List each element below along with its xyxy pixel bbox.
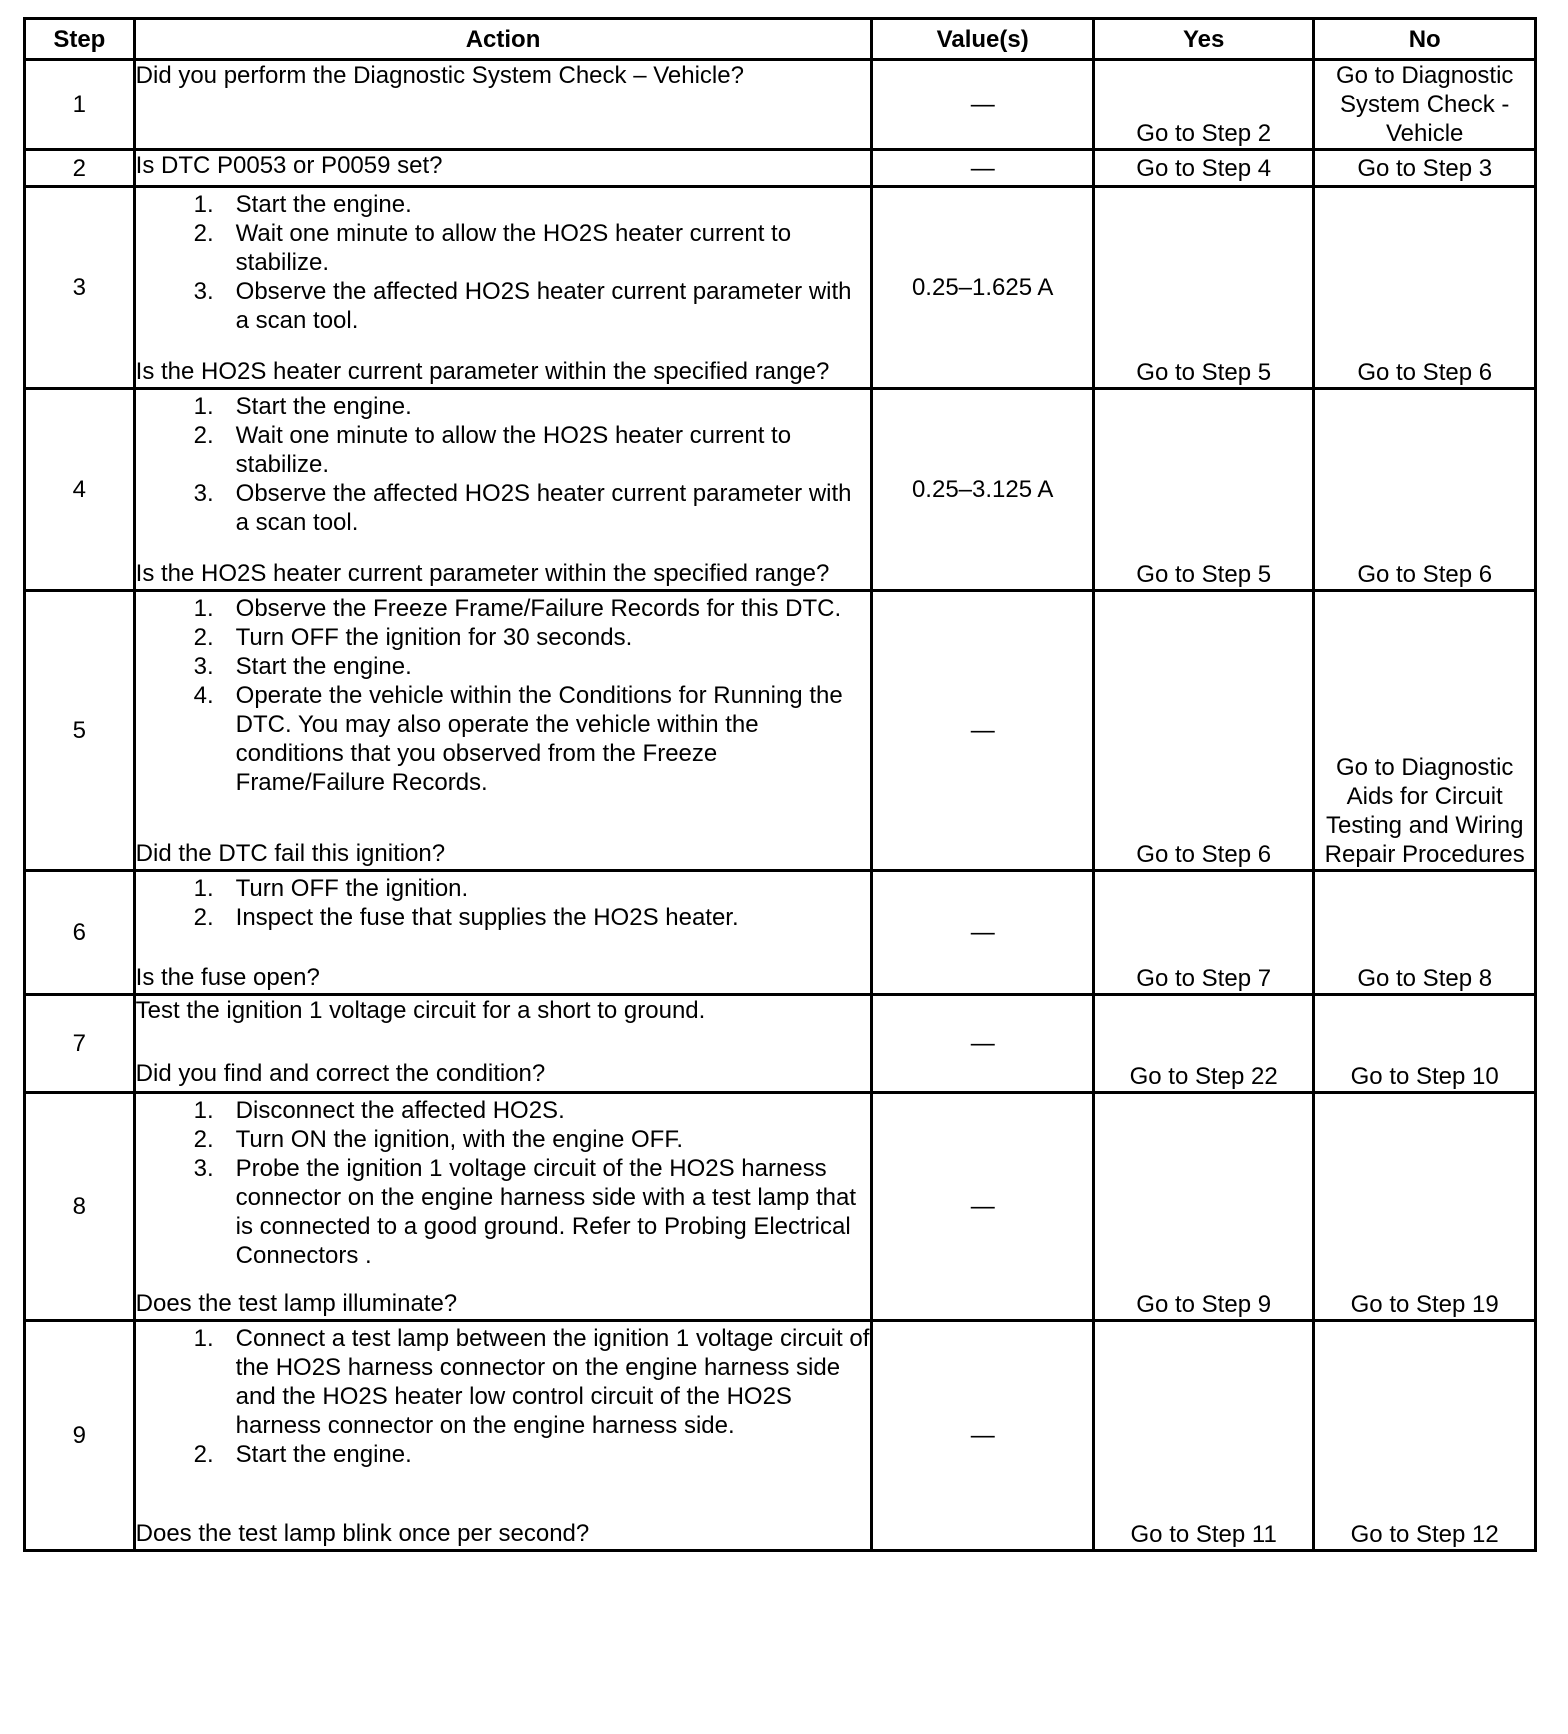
yes-cell: Go to Step 22 [1093, 995, 1313, 1093]
step-item-text: Turn OFF the ignition for 30 seconds. [235, 624, 633, 651]
step-item-number: 3. [193, 480, 214, 507]
step-item-text: Observe the affected HO2S heater current parameter with a scan tool. [235, 278, 852, 334]
step-item-text: Wait one minute to allow the HO2S heater current to stabilize. [235, 220, 792, 276]
diagnostic-table-sheet [23, 17, 1537, 1552]
step-number-cell: 5 [25, 591, 135, 871]
action-question: Is the HO2S heater current parameter within the specified range? [135, 560, 830, 587]
no-cell: Go to Step 10 [1314, 995, 1536, 1093]
action-question: Did the DTC fail this ignition? [135, 840, 446, 867]
action-content [136, 1096, 871, 1318]
step-item-number: 1. [193, 595, 214, 622]
action-cell [134, 871, 872, 995]
table-body [25, 60, 1536, 1551]
step-item-text: Observe the affected HO2S heater current parameter with a scan tool. [235, 480, 852, 536]
action-steps-list [136, 1324, 871, 1469]
yes-cell: Go to Step 7 [1093, 871, 1313, 995]
action-step-item [136, 1154, 871, 1270]
header-action: Action [134, 19, 872, 60]
step-number-cell: 1 [25, 60, 135, 150]
action-instruction: Is DTC P0053 or P0059 set? [135, 152, 443, 179]
action-step-item [136, 1096, 871, 1125]
action-steps-list [136, 392, 871, 537]
step-number-cell: 2 [25, 150, 135, 187]
step-item-number: 1. [193, 393, 214, 420]
action-content [136, 151, 871, 182]
value-cell: — [872, 60, 1094, 150]
step-item-number: 2. [193, 220, 214, 247]
step-item-text: Disconnect the affected HO2S. [235, 1097, 565, 1124]
step-item-text: Connect a test lamp between the ignition 1 voltage circuit of the HO2S harness connector on the engine harness side and the HO2S heater low control circuit of the HO2S harness connector on the engine harness side. [235, 1325, 870, 1439]
header-no: No [1314, 19, 1536, 60]
yes-cell: Go to Step 6 [1093, 591, 1313, 871]
action-step-item [136, 1324, 871, 1440]
step-number-cell: 3 [25, 187, 135, 389]
step-item-number: 2. [193, 624, 214, 651]
no-cell: Go to Step 19 [1314, 1093, 1536, 1321]
action-cell [134, 995, 872, 1093]
step-item-text: Start the engine. [235, 653, 412, 680]
action-step-item [136, 681, 871, 797]
no-cell: Go to Step 3 [1314, 150, 1536, 187]
value-cell: — [872, 1093, 1094, 1321]
value-cell: 0.25–3.125 A [872, 389, 1094, 591]
table-row [25, 389, 1536, 591]
header-step: Step [25, 19, 135, 60]
step-item-number: 2. [193, 1126, 214, 1153]
action-step-item [136, 277, 871, 335]
action-instruction: Did you perform the Diagnostic System Check – Vehicle? [135, 62, 744, 89]
action-step-item [136, 392, 871, 421]
header-values: Value(s) [872, 19, 1094, 60]
action-content [136, 594, 871, 868]
table-row [25, 871, 1536, 995]
action-step-item [136, 1125, 871, 1154]
action-cell [134, 187, 872, 389]
step-item-text: Inspect the fuse that supplies the HO2S heater. [235, 904, 739, 931]
action-cell [134, 1321, 872, 1551]
action-steps-list [136, 1096, 871, 1270]
table-row [25, 995, 1536, 1093]
step-item-number: 3. [193, 653, 214, 680]
action-content [136, 190, 871, 386]
step-item-number: 1. [193, 1325, 214, 1352]
step-item-text: Turn ON the ignition, with the engine OFF. [235, 1126, 683, 1153]
step-item-text: Start the engine. [235, 393, 412, 420]
step-number-cell: 4 [25, 389, 135, 591]
yes-cell: Go to Step 5 [1093, 187, 1313, 389]
table-row [25, 1321, 1536, 1551]
action-step-item [136, 652, 871, 681]
step-number-cell: 9 [25, 1321, 135, 1551]
yes-cell: Go to Step 4 [1093, 150, 1313, 187]
action-step-item [136, 594, 871, 623]
value-cell: — [872, 1321, 1094, 1551]
action-question: Does the test lamp illuminate? [135, 1290, 458, 1317]
step-item-text: Observe the Freeze Frame/Failure Records for this DTC. [235, 595, 842, 622]
step-item-number: 4. [193, 682, 214, 709]
step-item-text: Operate the vehicle within the Conditions for Running the DTC. You may also operate the vehicle within the conditions that you observed from the Freeze Frame/Failure Records. [235, 682, 843, 796]
action-question: Did you find and correct the condition? [135, 1060, 546, 1087]
action-question: Does the test lamp blink once per second? [135, 1520, 590, 1547]
step-item-number: 2. [193, 904, 214, 931]
diagnostic-table [23, 17, 1537, 1552]
action-step-item [136, 874, 871, 903]
action-cell [134, 591, 872, 871]
value-cell: — [872, 591, 1094, 871]
step-item-number: 2. [193, 422, 214, 449]
step-item-number: 2. [193, 1441, 214, 1468]
action-content [136, 874, 871, 992]
table-row [25, 591, 1536, 871]
value-cell: — [872, 995, 1094, 1093]
table-header-row [25, 19, 1536, 60]
step-item-number: 1. [193, 191, 214, 218]
no-cell: Go to Diagnostic Aids for Circuit Testing and Wiring Repair Procedures [1314, 591, 1536, 871]
action-content [136, 1324, 871, 1548]
action-step-item [136, 479, 871, 537]
action-step-item [136, 190, 871, 219]
action-cell [134, 1093, 872, 1321]
action-step-item [136, 903, 871, 932]
no-cell: Go to Step 6 [1314, 187, 1536, 389]
action-steps-list [136, 594, 871, 797]
action-step-item [136, 623, 871, 652]
action-cell [134, 60, 872, 150]
table-row [25, 1093, 1536, 1321]
step-item-text: Wait one minute to allow the HO2S heater current to stabilize. [235, 422, 792, 478]
action-steps-list [136, 874, 871, 932]
action-step-item [136, 1440, 871, 1469]
table-row [25, 187, 1536, 389]
step-item-text: Start the engine. [235, 1441, 412, 1468]
step-item-number: 3. [193, 1155, 214, 1182]
header-yes: Yes [1093, 19, 1313, 60]
action-steps-list [136, 190, 871, 335]
table-row [25, 150, 1536, 187]
no-cell: Go to Step 6 [1314, 389, 1536, 591]
action-question: Is the fuse open? [135, 964, 320, 991]
no-cell: Go to Step 12 [1314, 1321, 1536, 1551]
yes-cell: Go to Step 5 [1093, 389, 1313, 591]
step-number-cell: 8 [25, 1093, 135, 1321]
step-item-text: Turn OFF the ignition. [235, 875, 469, 902]
action-instruction: Test the ignition 1 voltage circuit for a short to ground. [135, 997, 706, 1024]
table-row [25, 60, 1536, 150]
action-step-item [136, 421, 871, 479]
no-cell: Go to Diagnostic System Check - Vehicle [1314, 60, 1536, 150]
action-question: Is the HO2S heater current parameter within the specified range? [135, 358, 830, 385]
step-item-number: 1. [193, 1097, 214, 1124]
step-item-text: Start the engine. [235, 191, 412, 218]
action-cell [134, 150, 872, 187]
action-cell [134, 389, 872, 591]
value-cell: — [872, 150, 1094, 187]
yes-cell: Go to Step 9 [1093, 1093, 1313, 1321]
step-item-text: Probe the ignition 1 voltage circuit of the HO2S harness connector on the engine harness side with a test lamp that is connected to a good ground. Refer to Probing Electrical Connectors . [235, 1155, 857, 1269]
step-item-number: 3. [193, 278, 214, 305]
step-number-cell: 7 [25, 995, 135, 1093]
action-content [136, 996, 871, 1088]
no-cell: Go to Step 8 [1314, 871, 1536, 995]
action-step-item [136, 219, 871, 277]
action-content [136, 61, 871, 144]
yes-cell: Go to Step 11 [1093, 1321, 1313, 1551]
yes-cell: Go to Step 2 [1093, 60, 1313, 150]
value-cell: — [872, 871, 1094, 995]
step-number-cell: 6 [25, 871, 135, 995]
action-content [136, 392, 871, 588]
step-item-number: 1. [193, 875, 214, 902]
value-cell: 0.25–1.625 A [872, 187, 1094, 389]
